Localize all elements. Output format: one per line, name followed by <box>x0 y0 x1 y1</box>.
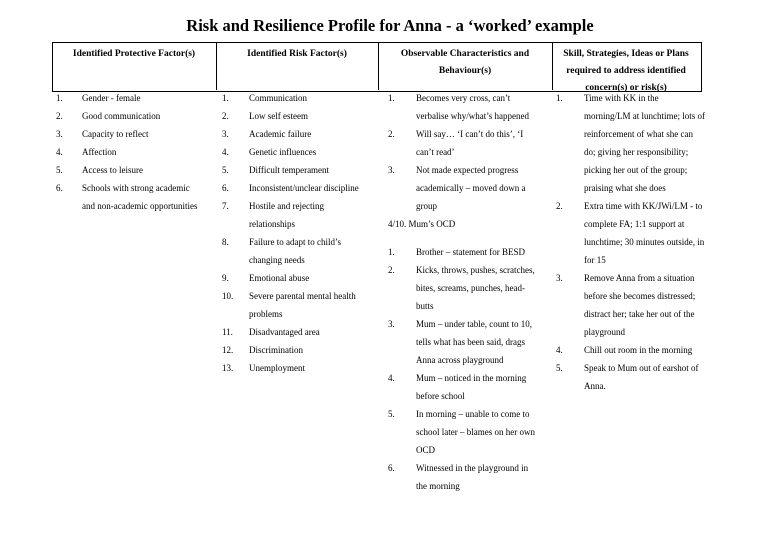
list-number: 8. <box>222 237 229 247</box>
list-number: 9. <box>222 273 229 283</box>
skill-item-continued: for 15 <box>584 255 606 265</box>
skill-item-continued: Anna. <box>584 381 606 391</box>
header-protective: Identified Protective Factor(s) <box>72 49 196 59</box>
skill-item-continued: distract her; take her out of the <box>584 309 695 319</box>
skill-item-continued: picking her out of the group; <box>584 165 688 175</box>
observable-item: 4/10. Mum’s OCD <box>388 219 456 229</box>
skill-item-continued: playground <box>584 327 625 337</box>
protective-item: Gender - female <box>82 93 141 103</box>
observable-item: Brother – statement for BESD <box>416 247 525 257</box>
list-number: 2. <box>222 111 229 121</box>
skill-item-continued: praising what she does <box>584 183 666 193</box>
header-risk: Identified Risk Factor(s) <box>247 49 347 59</box>
list-number: 1. <box>222 93 229 103</box>
list-number: 3. <box>388 165 395 175</box>
risk-item: Difficult temperament <box>249 165 330 175</box>
list-number: 4. <box>388 373 395 383</box>
list-number: 1. <box>556 93 563 103</box>
skill-item-continued: complete FA; 1:1 support at <box>584 219 685 229</box>
skill-item: Speak to Mum out of earshot of <box>584 363 699 373</box>
skill-item-continued: lunchtime; 30 minutes outside, in <box>584 237 705 247</box>
observable-item-continued: verbalise why/what’s happened <box>416 111 529 121</box>
list-number: 5. <box>388 409 395 419</box>
list-number: 5. <box>222 165 229 175</box>
protective-item-continued: and non-academic opportunities <box>82 201 198 211</box>
observable-item-continued: school later – blames on her own <box>416 427 535 437</box>
list-number: 6. <box>388 463 395 473</box>
list-number: 3. <box>388 319 395 329</box>
observable-item-continued: can’t read’ <box>416 147 455 157</box>
observable-item-continued: butts <box>416 301 434 311</box>
list-number: 2. <box>556 201 563 211</box>
skill-item: Chill out room in the morning <box>584 345 693 355</box>
list-number: 3. <box>56 129 63 139</box>
header-observable: Observable Characteristics and Behaviour(s) <box>400 49 530 76</box>
protective-item: Affection <box>82 147 117 157</box>
list-number: 3. <box>556 273 563 283</box>
risk-item-continued: changing needs <box>249 255 305 265</box>
observable-item-continued: tells what has been said, drags <box>416 337 525 347</box>
list-number: 1. <box>56 93 63 103</box>
list-number: 4. <box>556 345 563 355</box>
list-number: 2. <box>388 129 395 139</box>
observable-item: Mum – noticed in the morning <box>416 373 527 383</box>
observable-item-continued: the morning <box>416 481 460 491</box>
list-number: 2. <box>56 111 63 121</box>
list-number: 2. <box>388 265 395 275</box>
skill-item: Remove Anna from a situation <box>584 273 695 283</box>
risk-item: Failure to adapt to child’s <box>249 237 341 247</box>
observable-item: Witnessed in the playground in <box>416 463 529 473</box>
risk-item: Unemployment <box>249 363 305 373</box>
risk-item: Hostile and rejecting <box>249 201 324 211</box>
risk-item: Discrimination <box>249 345 303 355</box>
risk-item-continued: problems <box>249 309 283 319</box>
observable-item: In morning – unable to come to <box>416 409 530 419</box>
observable-item: Will say… ‘I can’t do this’, ‘I <box>416 129 524 139</box>
list-number: 6. <box>222 183 229 193</box>
observable-item-continued: group <box>416 201 437 211</box>
list-number: 3. <box>222 129 229 139</box>
risk-item: Genetic influences <box>249 147 317 157</box>
page-title: Risk and Resilience Profile for Anna - a ‘worked’ example <box>186 16 594 35</box>
protective-item: Schools with strong academic <box>82 183 190 193</box>
observable-item-continued: OCD <box>416 445 436 455</box>
skill-item-continued: before she becomes distressed; <box>584 291 696 301</box>
list-number: 5. <box>56 165 63 175</box>
protective-item: Capacity to reflect <box>82 129 149 139</box>
header-skills: Skill, Strategies, Ideas or Plans required to address identified concern(s) or risk(s) <box>563 49 689 93</box>
list-number: 12. <box>222 345 234 355</box>
observable-item-continued: bites, screams, punches, head- <box>416 283 525 293</box>
list-number: 1. <box>388 247 395 257</box>
list-number: 7. <box>222 201 229 211</box>
list-number: 4. <box>56 147 63 157</box>
risk-item: Communication <box>249 93 307 103</box>
list-number: 11. <box>222 327 233 337</box>
observable-item: Becomes very cross, can’t <box>416 93 511 103</box>
observable-item: Kicks, throws, pushes, scratches, <box>416 265 535 275</box>
observable-item: Not made expected progress <box>416 165 519 175</box>
skill-item-continued: reinforcement of what she can <box>584 129 693 139</box>
list-number: 5. <box>556 363 563 373</box>
protective-item: Good communication <box>82 111 161 121</box>
observable-item: Mum – under table, count to 10, <box>416 319 532 329</box>
skill-item-continued: morning/LM at lunchtime; lots of <box>584 111 705 121</box>
protective-item: Access to leisure <box>82 165 143 175</box>
list-number: 10. <box>222 291 234 301</box>
risk-item: Emotional abuse <box>249 273 310 283</box>
risk-item: Severe parental mental health <box>249 291 356 301</box>
risk-item: Academic failure <box>249 129 312 139</box>
list-number: 13. <box>222 363 234 373</box>
risk-item: Inconsistent/unclear discipline <box>249 183 359 193</box>
risk-item: Disadvantaged area <box>249 327 320 337</box>
skill-item: Extra time with KK/JWi/LM - to <box>584 201 703 211</box>
list-number: 4. <box>222 147 229 157</box>
observable-item-continued: academically – moved down a <box>416 183 526 193</box>
list-number: 6. <box>56 183 63 193</box>
risk-item: Low self esteem <box>249 111 308 121</box>
risk-item-continued: relationships <box>249 219 295 229</box>
observable-item-continued: before school <box>416 391 465 401</box>
observable-item-continued: Anna across playground <box>416 355 504 365</box>
skill-item-continued: do; giving her responsibility; <box>584 147 689 157</box>
list-number: 1. <box>388 93 395 103</box>
skill-item: Time with KK in the <box>584 93 659 103</box>
